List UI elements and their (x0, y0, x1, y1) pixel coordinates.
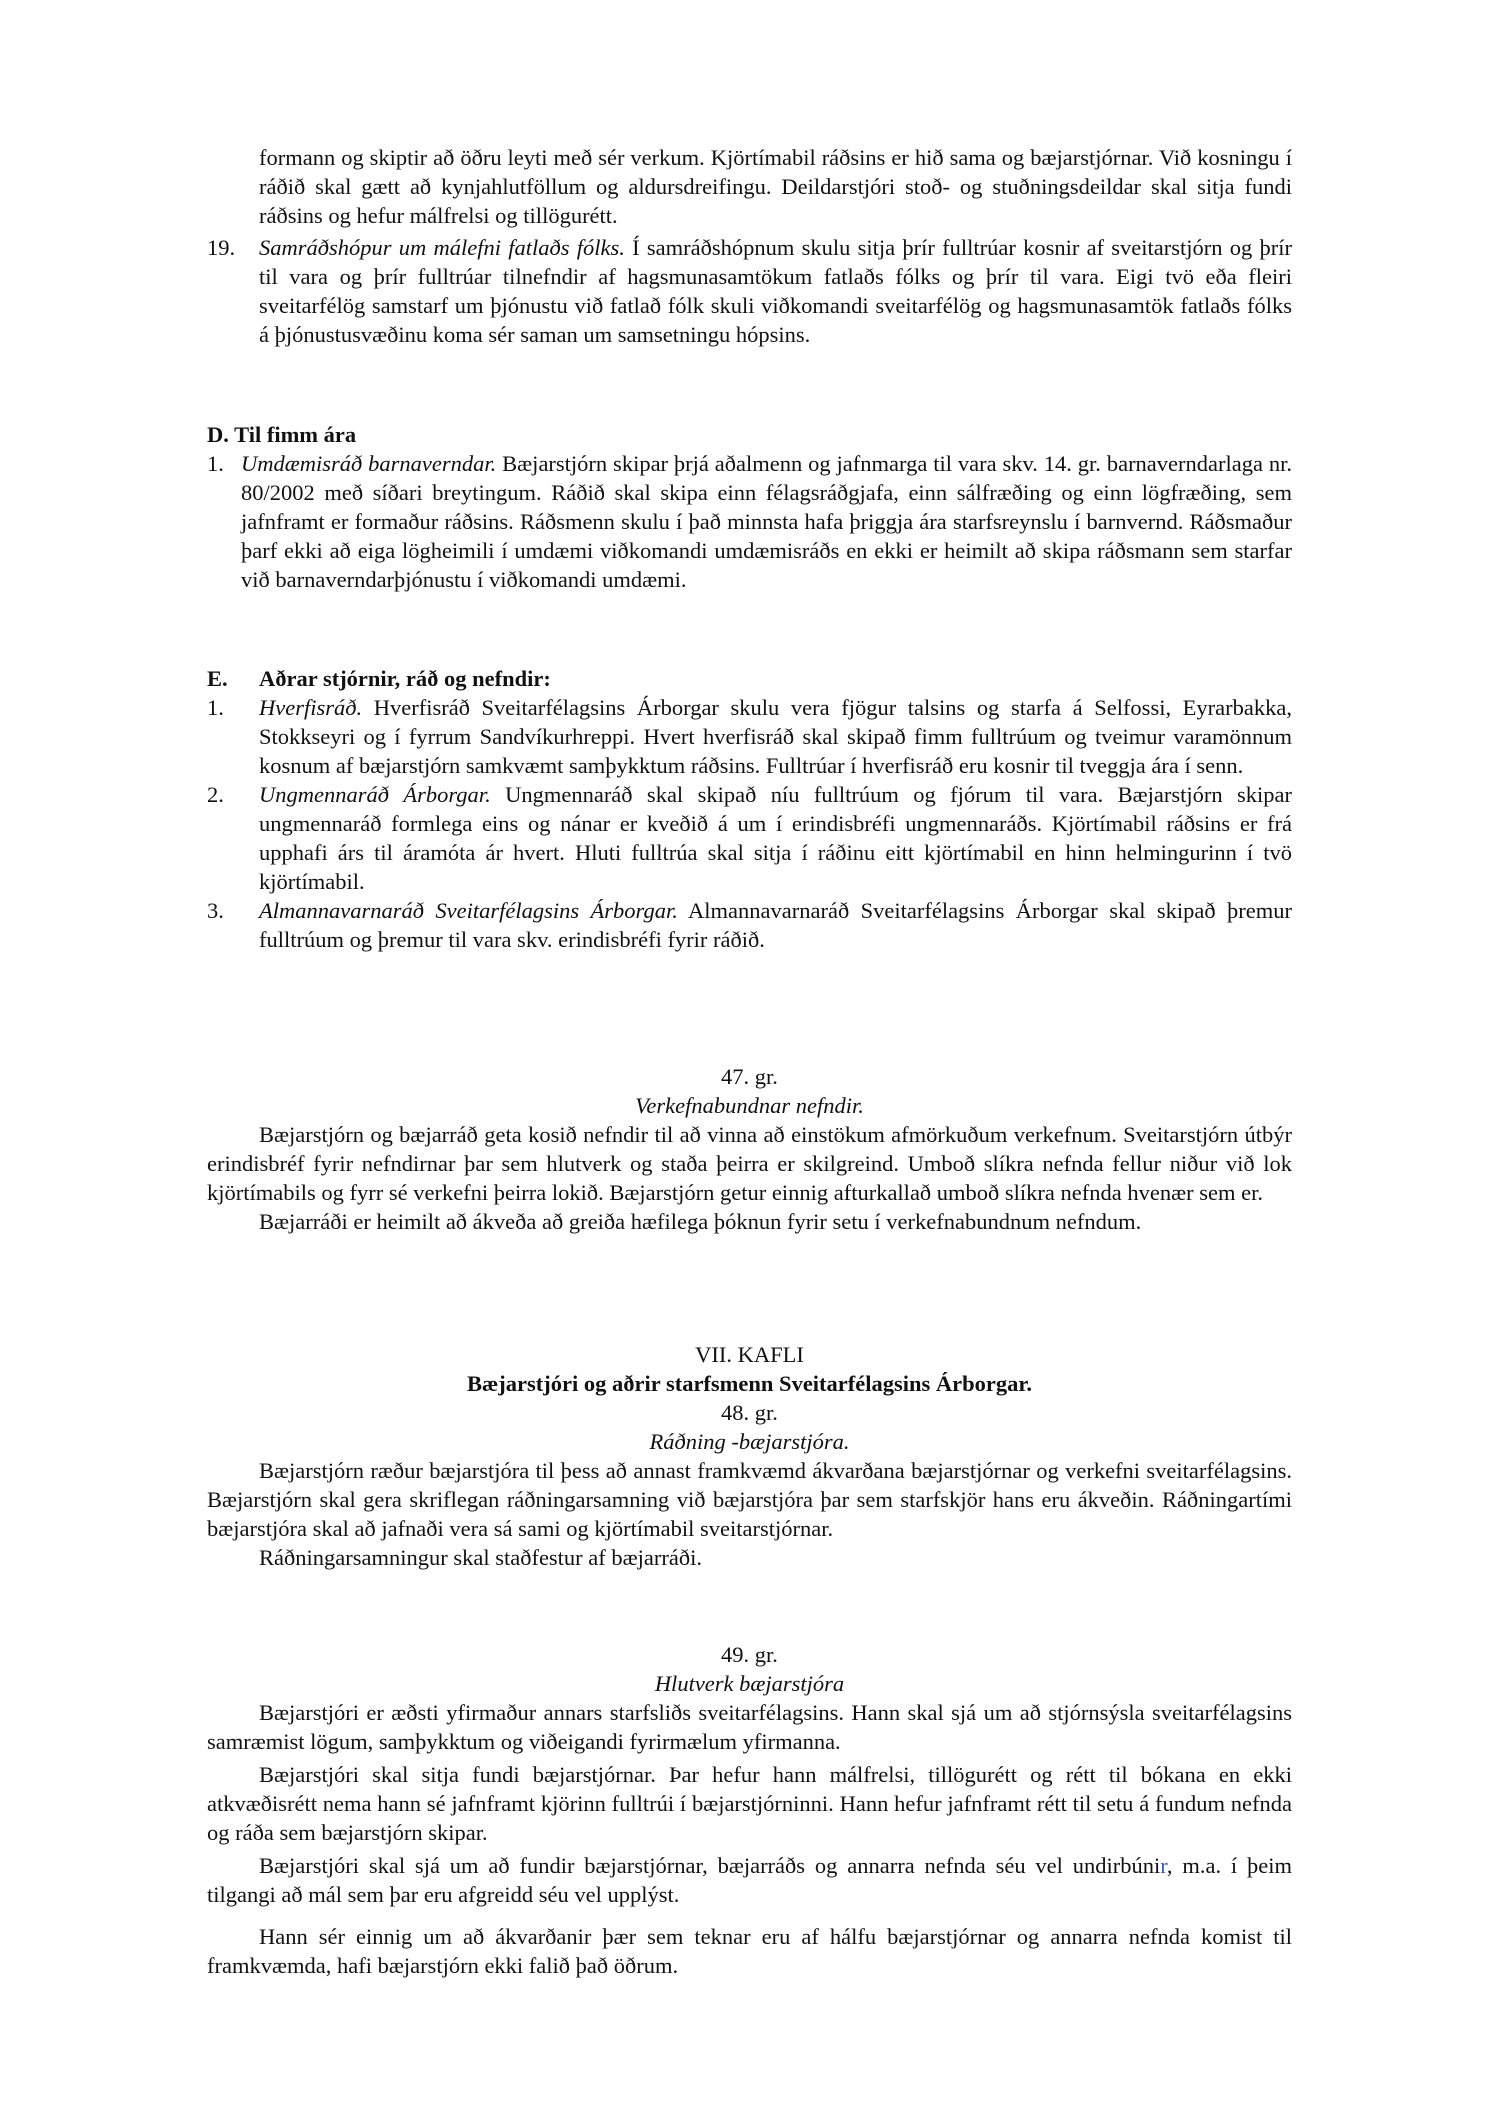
article-number: 49. gr. (721, 1642, 778, 1667)
article-title: Ráðning -bæjarstjóra. (649, 1429, 850, 1454)
continuation-text: formann og skiptir að öðru leyti með sér verkum. Kjörtímabil ráðsins er hið sama og bæjarstjórnar. Við kosningu í ráðið skal gætt að kynjahlutföllum og aldursdreifingu. Deildarstjóri stoð- og stuðningsdeildar skal sitja fundi ráðsins og hefur málfrelsi og tillögurétt. (259, 145, 1292, 228)
article-paragraph: Ráðningarsamningur skal staðfestur af bæjarráði. (259, 1545, 703, 1570)
item-number: 3. (207, 898, 224, 923)
article-paragraph: Bæjarstjóri er æðsti yfirmaður annars starfsliðs sveitarfélagsins. Hann skal sjá um að stjórnsýsla sveitarfélagsins samræmist lögum, samþykktum og viðeigandi fyrirmælum yfirmanna. (207, 1700, 1292, 1754)
article-paragraph: Bæjarstjóri skal sitja fundi bæjarstjórnar. Þar hefur hann málfrelsi, tillögurétt og rétt til bókana en ekki atkvæðisrétt nema hann sé jafnframt kjörinn fulltrúi í bæjarstjórninni. Hann hefur jafnframt rétt til setu á fundum nefnda og ráða sem bæjarstjórn skipar. (207, 1762, 1292, 1845)
item-text: Almannavarnaráð Sveitarfélagsins Árborgar skal skipað þremur fulltrúum og þremur til vara skv. erindisbréfi fyrir ráðið. (259, 898, 1292, 952)
section-d-heading: D. Til fimm ára (207, 422, 357, 447)
article-title: Verkefnabundnar nefndir. (635, 1093, 864, 1118)
section-e-heading: Aðrar stjórnir, ráð og nefndir: (259, 666, 551, 691)
article-49 (207, 1640, 1292, 1980)
item-title: Samráðshópur um málefni fatlaðs fólks. (259, 235, 625, 260)
paragraph-text: Bæjarstjóri skal sjá um að fundir bæjarstjórnar, bæjarráðs og annarra nefnda séu vel undirbúni (259, 1853, 1161, 1878)
article-number: 48. gr. (721, 1400, 778, 1425)
article-paragraph (207, 1851, 1292, 1909)
item-number: 1. (207, 451, 224, 476)
section-e (207, 664, 1292, 954)
paragraph-text: , m.a. í þeim tilgangi að mál sem þar eru afgreidd séu vel upplýst. (207, 1853, 1292, 1907)
item-title: Almannavarnaráð Sveitarfélagsins Árborgar. (259, 898, 678, 923)
chapter-label: VII. KAFLI (695, 1342, 804, 1367)
item-number: 2. (207, 782, 224, 807)
article-number: 47. gr. (721, 1064, 778, 1089)
continuation-paragraph (259, 143, 1292, 230)
section-d (207, 420, 1292, 594)
article-47 (207, 1062, 1292, 1236)
article-paragraph: Hann sér einnig um að ákvarðanir þær sem teknar eru af hálfu bæjarstjórnar og annarra nefnda komist til framkvæmda, hafi bæjarstjórn ekki falið það öðrum. (207, 1924, 1292, 1978)
item-title: Hverfisráð. (259, 695, 363, 720)
article-paragraph: Bæjarráði er heimilt að ákveða að greiða hæfilega þóknun fyrir setu í verkefnabundnum nefndum. (259, 1209, 1142, 1234)
article-title: Hlutverk bæjarstjóra (654, 1671, 845, 1696)
article-48 (207, 1398, 1292, 1572)
item-text: Ungmennaráð skal skipað níu fulltrúum og fjórum til vara. Bæjarstjórn skipar ungmennaráð formlega eins og nánar er kveðið á um í erindisbréfi ungmennaráðs. Kjörtímabil ráðsins er frá upphafi árs til áramóta ár hvert. Hluti fulltrúa skal sitja í ráðinu eitt kjörtímabil en hinn helmingurinn í tvö kjörtímabil. (259, 782, 1292, 894)
item-text: Hverfisráð Sveitarfélagsins Árborgar skulu vera fjögur talsins og starfa á Selfossi, Eyrarbakka, Stokkseyri og í fyrrum Sandvíkurhreppi. Hvert hverfisráð skal skipað fimm fulltrúum og tveimur varamönnum kosnum af bæjarstjórn samkvæmt samþykktum ráðsins. Fulltrúar í hverfisráð eru kosnir til tveggja ára í senn. (259, 695, 1292, 778)
section-e-letter: E. (207, 666, 228, 691)
item-number: 1. (207, 695, 224, 720)
article-paragraph: Bæjarstjórn ræður bæjarstjóra til þess að annast framkvæmd ákvarðana bæjarstjórnar og verkefni sveitarfélagsins. Bæjarstjórn skal gera skriflegan ráðningarsamning við bæjarstjóra þar sem starfskjör hans eru ákveðin. Ráðningartími bæjarstjóra skal að jafnaði vera sá sami og kjörtímabil sveitarstjórnar. (207, 1458, 1292, 1541)
article-paragraph: Bæjarstjórn og bæjarráð geta kosið nefndir til að vinna að einstökum afmörkuðum verkefnum. Sveitarstjórn útbýr erindisbréf fyrir nefndirnar þar sem hlutverk og staða þeirra er skilgreind. Umboð slíkra nefnda fellur niður við lok kjörtímabils og fyrr sé verkefni þeirra lokið. Bæjarstjórn getur einnig afturkallað umboð slíkra nefnda hvenær sem er. (207, 1122, 1292, 1205)
chapter-title: Bæjarstjóri og aðrir starfsmenn Sveitarfélagsins Árborgar. (467, 1371, 1032, 1396)
chapter-7 (207, 1340, 1292, 1398)
item-text: Bæjarstjórn skipar þrjá aðalmenn og jafnmarga til vara skv. 14. gr. barnaverndarlaga nr. 80/2002 með síðari breytingum. Ráðið skal skipa einn félagsráðgjafa, einn sálfræðing og einn lögfræðing, sem jafnframt er formaður ráðsins. Ráðsmenn skulu í það minnsta hafa þriggja ára starfsreynslu í barnvernd. Ráðsmaður þarf ekki að eiga lögheimili í umdæmi viðkomandi umdæmisráðs en ekki er heimilt að skipa ráðsmann sem starfar við barnaverndarþjónustu í viðkomandi umdæmi. (241, 451, 1292, 592)
item-title: Umdæmisráð barnaverndar. (241, 451, 497, 476)
item-text: Í samráðshópnum skulu sitja þrír fulltrúar kosnir af sveitarstjórn og þrír til vara og þrír fulltrúar tilnefndir af hagsmunasamtökum fatlaðs fólks og þrír til vara. Eigi tvö eða fleiri sveitarfélög samstarf um þjónustu við fatlað fólk skuli viðkomandi sveitarfélög og hagsmunasamtök fatlaðs fólks á þjónustusvæðinu koma sér saman um samsetningu hópsins. (259, 235, 1293, 347)
highlighted-letter: r (1160, 1853, 1167, 1878)
item-number: 19. (207, 235, 236, 260)
item-title: Ungmennaráð Árborgar. (259, 782, 491, 807)
item-19 (207, 233, 1292, 349)
